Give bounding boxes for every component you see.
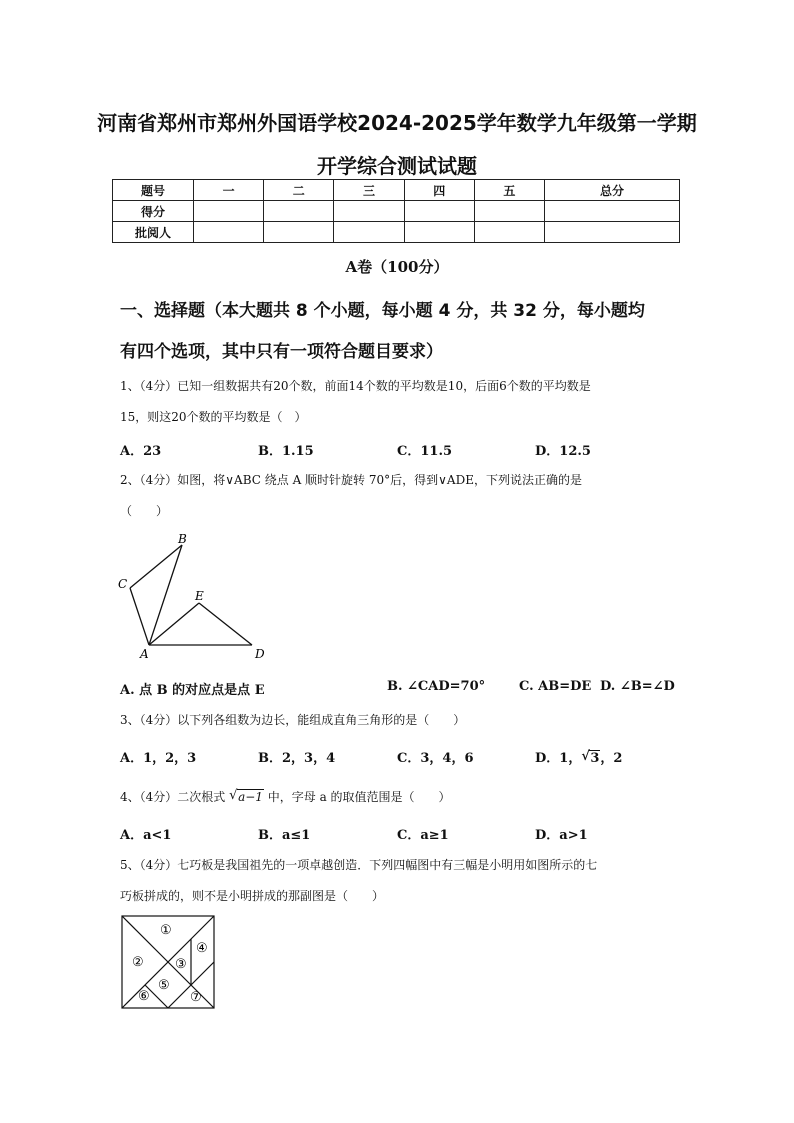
question-2-text-cont: （ ） [120, 504, 169, 518]
question-4-text [120, 788, 451, 805]
question-2-text: 2、（4分）如图，将∨ABC 绕点 A 顺时针旋转 70°后，得到∨ADE，下列说法正确的是 [120, 473, 582, 487]
question-4-suffix: 中，字母 a 的取值范围是（ ） [263, 790, 451, 804]
q2-option-a: A. 点 B 的对应点是点 E [120, 683, 265, 698]
q2-option-b: B. ∠CAD=70° [387, 679, 486, 694]
score-table-header-row [113, 180, 680, 201]
table-header-cell: 五 [474, 180, 544, 201]
q3-option-c: C．3，4，6 [397, 751, 474, 766]
radical-sign: √ [229, 788, 238, 803]
segment-ca [130, 588, 149, 645]
segment-ab [149, 545, 182, 645]
vertex-label-d: D [255, 647, 265, 661]
radical-sign: √ [581, 749, 590, 764]
q2-option-c: C. AB=DE [519, 679, 592, 694]
score-cell[interactable] [545, 201, 680, 222]
table-header-cell: 总分 [545, 180, 680, 201]
tangram-piece-label: ② [132, 955, 144, 970]
tangram-piece-label: ④ [196, 941, 208, 956]
reviewer-cell[interactable] [474, 222, 544, 243]
q3-option-b: B．2，3，4 [258, 751, 336, 766]
score-table-row [113, 222, 680, 243]
question-4-prefix: 4、（4分）二次根式 [120, 790, 230, 804]
table-header-cell: 一 [194, 180, 264, 201]
exam-title-line1: 河南省郑州市郑州外国语学校2024-2025学年数学九年级第一学期 [97, 111, 697, 135]
q3-option-d [535, 747, 622, 766]
table-header-cell: 四 [404, 180, 474, 201]
q1-option-d: D．12.5 [535, 444, 591, 459]
table-header-cell: 三 [334, 180, 404, 201]
reviewer-cell[interactable] [264, 222, 334, 243]
question-5-text-cont: 巧板拼成的，则不是小明拼成的那副图是（ ） [120, 889, 385, 903]
sqrt-expression [229, 790, 264, 804]
radicand: 3 [590, 751, 600, 766]
segment-de [199, 603, 252, 645]
score-cell[interactable] [334, 201, 404, 222]
table-header-cell: 题号 [113, 180, 194, 201]
reviewer-cell[interactable] [404, 222, 474, 243]
vertex-label-b: B [178, 532, 187, 546]
q4-option-d: D．a>1 [535, 828, 588, 843]
q2-option-d: D. ∠B=∠D [600, 679, 675, 694]
score-table-row [113, 201, 680, 222]
table-row-label: 得分 [113, 201, 194, 222]
question-5-text: 5、（4分）七巧板是我国祖先的一项卓越创造．下列四幅图中有三幅是小明用如图所示的七 [120, 858, 598, 872]
score-cell[interactable] [474, 201, 544, 222]
radicand: a−1 [238, 790, 263, 804]
score-table [112, 179, 680, 243]
vertex-label-a: A [140, 647, 149, 661]
tangram-piece-label: ⑤ [158, 978, 170, 993]
reviewer-cell[interactable] [334, 222, 404, 243]
table-header-cell: 二 [264, 180, 334, 201]
sqrt-expression [581, 751, 600, 766]
q3-option-d-suffix: ，2 [600, 751, 623, 766]
q3-option-a: A．1，2，3 [120, 751, 197, 766]
q4-option-a: A．a<1 [120, 828, 172, 843]
tangram-piece-label: ① [160, 923, 172, 938]
score-cell[interactable] [194, 201, 264, 222]
q1-option-b: B．1.15 [258, 444, 314, 459]
vertex-label-c: C [118, 577, 128, 591]
q1-option-a: A．23 [120, 444, 162, 459]
tangram-piece-label: ③ [175, 957, 187, 972]
tangram-piece-label: ⑦ [190, 990, 202, 1005]
q1-option-c: C．11.5 [397, 444, 453, 459]
q3-option-d-prefix: D．1， [535, 751, 582, 766]
question-1-text-cont: 15，则这20个数的平均数是（ ） [120, 410, 307, 424]
vertex-label-e: E [195, 589, 204, 603]
score-cell[interactable] [264, 201, 334, 222]
score-cell[interactable] [404, 201, 474, 222]
tangram-piece-label: ⑥ [138, 989, 150, 1004]
segment-bc [130, 545, 182, 588]
reviewer-cell[interactable] [194, 222, 264, 243]
reviewer-cell[interactable] [545, 222, 680, 243]
tangram-figure [120, 914, 216, 1010]
question-3-text: 3、（4分）以下列各组数为边长，能组成直角三角形的是（ ） [120, 713, 466, 727]
section-heading-line1: 一、选择题（本大题共 8 个小题，每小题 4 分，共 32 分，每小题均 [120, 301, 645, 321]
volume-heading: A卷（100分） [345, 258, 449, 276]
table-row-label: 批阅人 [113, 222, 194, 243]
q4-option-c: C．a≥1 [397, 828, 449, 843]
question-1-text: 1、（4分）已知一组数据共有20个数，前面14个数的平均数是10，后面6个数的平均数是 [120, 379, 591, 393]
section-heading-line2: 有四个选项，其中只有一项符合题目要求） [120, 342, 443, 362]
rotation-triangle-figure [112, 530, 272, 665]
exam-title-line2: 开学综合测试试题 [317, 154, 477, 178]
q4-option-b: B．a≤1 [258, 828, 311, 843]
